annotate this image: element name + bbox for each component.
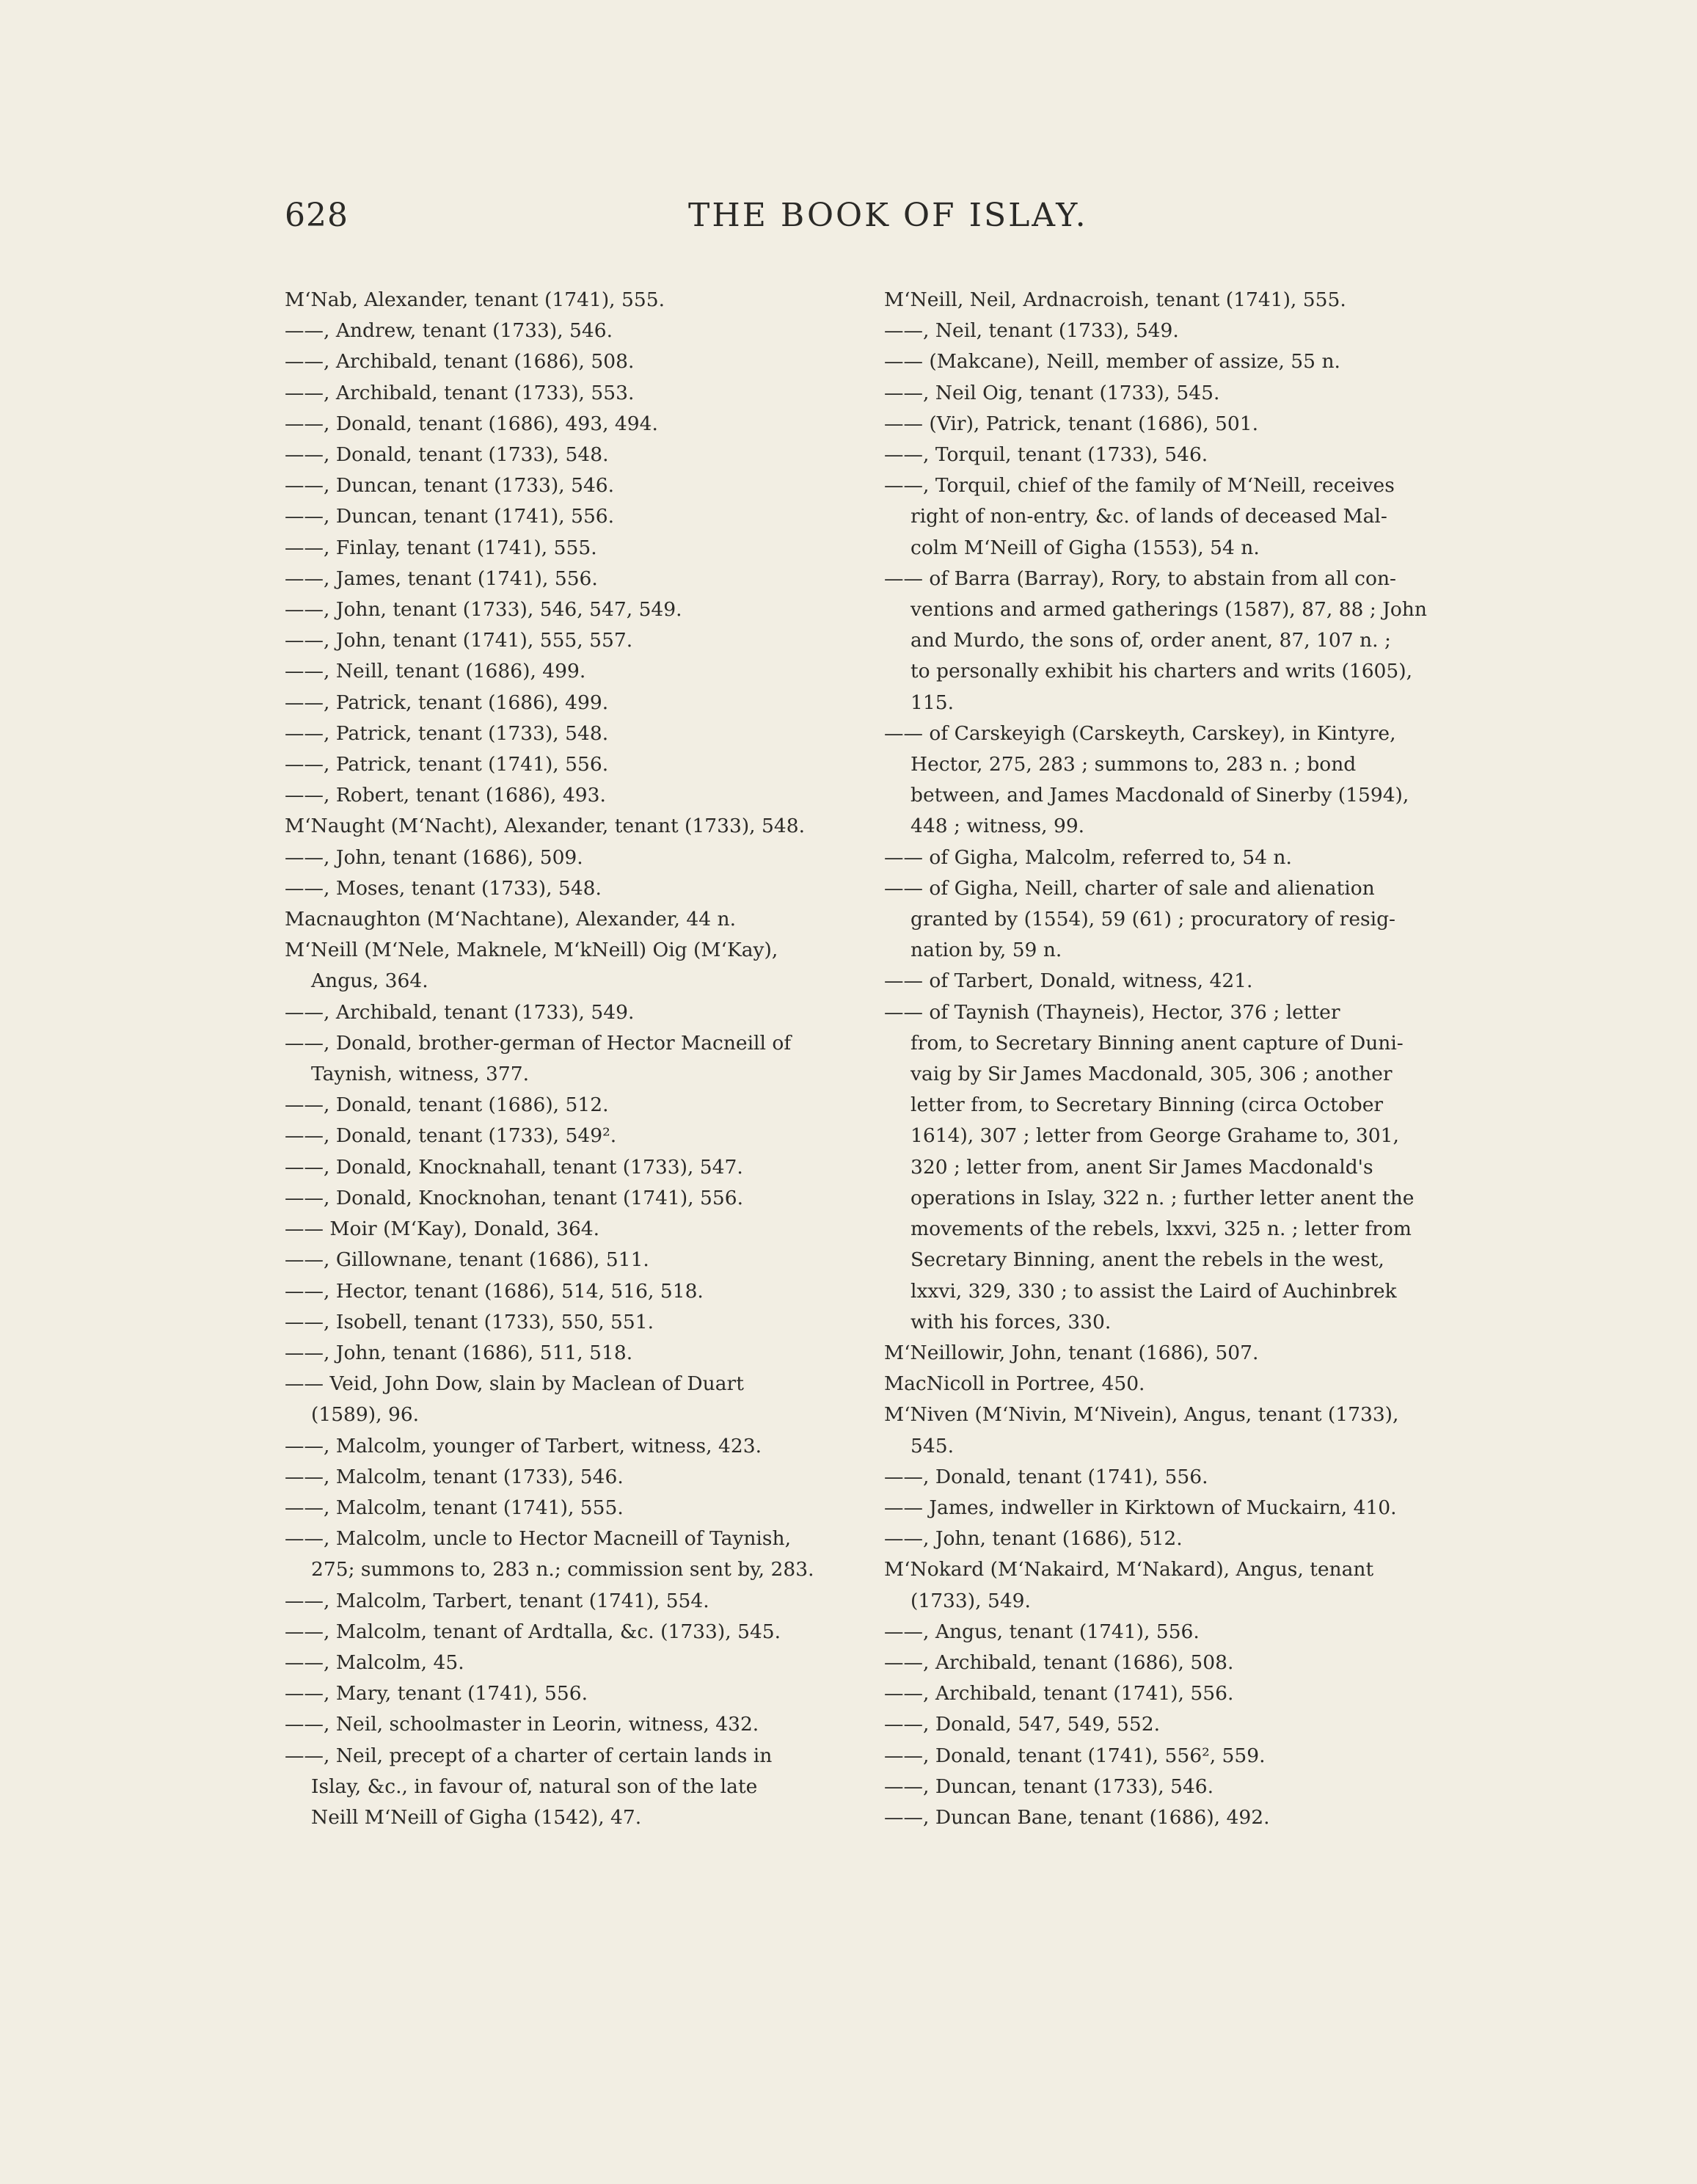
index-line: and Murdo, the sons of, order anent, 87, 107 n. ; <box>910 629 1391 652</box>
index-line: ——, Malcolm, uncle to Hector Macneill of Taynish, <box>285 1527 791 1551</box>
index-line: ——, Torquil, chief of the family of M‘Neill, receives <box>884 474 1395 498</box>
index-line: —— (Vir), Patrick, tenant (1686), 501. <box>884 412 1259 435</box>
page-number: 628 <box>285 197 348 234</box>
index-line: ——, Duncan, tenant (1733), 546. <box>884 1774 1214 1798</box>
index-line: ——, Donald, 547, 549, 552. <box>884 1713 1161 1736</box>
index-line: lxxvi, 329, 330 ; to assist the Laird of Auchinbrek <box>910 1279 1397 1303</box>
index-line: ——, Isobell, tenant (1733), 550, 551. <box>285 1310 654 1333</box>
index-line: colm M‘Neill of Gigha (1553), 54 n. <box>910 536 1260 559</box>
index-line: —— of Carskeyigh (Carskeyth, Carskey), in Kintyre, <box>884 721 1396 745</box>
index-line: ——, Patrick, tenant (1741), 556. <box>285 753 609 776</box>
index-line: ——, Archibald, tenant (1733), 553. <box>285 381 635 404</box>
index-line: M‘Nab, Alexander, tenant (1741), 555. <box>285 288 665 311</box>
index-line: ——, Donald, tenant (1741), 556², 559. <box>884 1744 1266 1767</box>
index-line: ——, Archibald, tenant (1686), 508. <box>884 1650 1234 1674</box>
index-line: —— (Makcane), Neill, member of assize, 55 n. <box>884 350 1340 374</box>
index-line: ——, Malcolm, 45. <box>285 1650 464 1674</box>
index-line: letter from, to Secretary Binning (circa October <box>910 1093 1384 1117</box>
index-line: —— Veid, John Dow, slain by Maclean of Duart <box>285 1372 744 1396</box>
index-line: ——, Mary, tenant (1741), 556. <box>285 1682 588 1706</box>
index-line: 320 ; letter from, anent Sir James Macdonald's <box>910 1155 1373 1179</box>
index-line: ——, Malcolm, tenant (1741), 555. <box>285 1496 624 1519</box>
index-line: —— of Gigha, Malcolm, referred to, 54 n. <box>884 845 1292 869</box>
index-line: M‘Niven (M‘Nivin, M‘Nivein), Angus, tenant (1733), <box>884 1403 1399 1427</box>
index-line: ventions and armed gatherings (1587), 87, 88 ; John <box>910 598 1427 622</box>
index-line: —— Moir (M‘Kay), Donald, 364. <box>285 1217 600 1241</box>
index-line: operations in Islay, 322 n. ; further letter anent the <box>910 1186 1415 1209</box>
index-line: M‘Naught (M‘Nacht), Alexander, tenant (1733), 548. <box>285 815 806 838</box>
index-line: right of non-entry, &c. of lands of deceased Mal- <box>910 505 1387 528</box>
index-line: ——, Gillownane, tenant (1686), 511. <box>285 1248 649 1272</box>
index-line: —— of Tarbert, Donald, witness, 421. <box>884 969 1253 993</box>
running-title: THE BOOK OF ISLAY. <box>688 197 1088 234</box>
index-line: ——, Donald, tenant (1686), 512. <box>285 1093 609 1117</box>
index-line: ——, Finlay, tenant (1741), 555. <box>285 536 597 559</box>
index-line: ——, Archibald, tenant (1733), 549. <box>285 1000 635 1024</box>
index-line: Secretary Binning, anent the rebels in the west, <box>910 1248 1384 1272</box>
index-line: ——, John, tenant (1686), 511, 518. <box>285 1341 633 1364</box>
index-line: to personally exhibit his charters and writs (1605), <box>910 660 1413 683</box>
index-line: ——, Malcolm, Tarbert, tenant (1741), 554. <box>285 1589 709 1612</box>
index-line: movements of the rebels, lxxvi, 325 n. ; letter from <box>910 1217 1412 1241</box>
index-line: ——, Donald, brother-german of Hector Macneill of <box>285 1031 792 1055</box>
index-line: from, to Secretary Binning anent capture of Duni- <box>910 1031 1404 1055</box>
index-line: 115. <box>910 691 955 714</box>
index-line: —— of Gigha, Neill, charter of sale and alienation <box>884 876 1375 900</box>
index-line: M‘Nokard (M‘Nakaird, M‘Nakard), Angus, tenant <box>884 1558 1374 1581</box>
index-line: with his forces, 330. <box>910 1310 1112 1333</box>
index-line: ——, Archibald, tenant (1686), 508. <box>285 350 635 374</box>
index-line: M‘Neillowir, John, tenant (1686), 507. <box>884 1341 1259 1364</box>
index-line: (1733), 549. <box>910 1589 1031 1612</box>
index-line: ——, Neil, schoolmaster in Leorin, witness, 432. <box>285 1713 759 1736</box>
index-line: ——, John, tenant (1741), 555, 557. <box>285 629 633 652</box>
index-line: ——, Donald, tenant (1733), 548. <box>285 443 609 467</box>
index-line: Macnaughton (M‘Nachtane), Alexander, 44 n. <box>285 908 736 931</box>
index-line: Neill M‘Neill of Gigha (1542), 47. <box>311 1805 642 1829</box>
index-line: Angus, 364. <box>311 969 428 993</box>
index-line: ——, Torquil, tenant (1733), 546. <box>884 443 1208 467</box>
index-column-right <box>884 285 1449 1833</box>
index-line: ——, John, tenant (1733), 546, 547, 549. <box>285 598 682 622</box>
index-line: ——, Neil, tenant (1733), 549. <box>884 319 1179 343</box>
index-line: ——, Duncan Bane, tenant (1686), 492. <box>884 1805 1270 1829</box>
index-line: ——, Duncan, tenant (1741), 556. <box>285 505 615 528</box>
index-line: ——, Moses, tenant (1733), 548. <box>285 876 602 900</box>
index-line: Islay, &c., in favour of, natural son of the late <box>311 1774 758 1798</box>
index-line: ——, Duncan, tenant (1733), 546. <box>285 474 615 498</box>
index-line: —— James, indweller in Kirktown of Muckairn, 410. <box>884 1496 1397 1519</box>
index-line: ——, Malcolm, tenant (1733), 546. <box>285 1465 624 1488</box>
index-line: ——, Neill, tenant (1686), 499. <box>285 660 586 683</box>
index-column-left <box>285 285 850 1833</box>
index-line: ——, John, tenant (1686), 509. <box>285 845 583 869</box>
index-line: —— of Taynish (Thayneis), Hector, 376 ; letter <box>884 1000 1340 1024</box>
index-line: Taynish, witness, 377. <box>311 1063 530 1086</box>
index-line: ——, Neil, precept of a charter of certain lands in <box>285 1744 773 1767</box>
index-line: MacNicoll in Portree, 450. <box>884 1372 1145 1396</box>
page-header <box>285 197 1444 241</box>
index-line: ——, Donald, tenant (1733), 549². <box>285 1124 617 1148</box>
index-line: M‘Neill (M‘Nele, Maknele, M‘kNeill) Oig (M‘Kay), <box>285 939 778 962</box>
index-line: 448 ; witness, 99. <box>910 815 1085 838</box>
index-line: ——, Neil Oig, tenant (1733), 545. <box>884 381 1220 404</box>
index-line: ——, Malcolm, younger of Tarbert, witness, 423. <box>285 1434 762 1457</box>
index-line: vaig by Sir James Macdonald, 305, 306 ; another <box>910 1063 1393 1086</box>
index-line: granted by (1554), 59 (61) ; procuratory of resig- <box>910 908 1396 931</box>
index-line: ——, Donald, Knocknahall, tenant (1733), 547. <box>285 1155 743 1179</box>
index-line: nation by, 59 n. <box>910 939 1062 962</box>
index-line: 545. <box>910 1434 955 1457</box>
index-line: ——, Robert, tenant (1686), 493. <box>285 784 606 807</box>
index-line: ——, Angus, tenant (1741), 556. <box>884 1620 1200 1643</box>
index-line: ——, James, tenant (1741), 556. <box>285 567 598 590</box>
index-line: ——, Malcolm, tenant of Ardtalla, &c. (1733), 545. <box>285 1620 781 1643</box>
index-line: ——, Donald, Knocknohan, tenant (1741), 556. <box>285 1186 744 1209</box>
index-line: ——, Hector, tenant (1686), 514, 516, 518. <box>285 1279 704 1303</box>
index-line: (1589), 96. <box>311 1403 420 1427</box>
index-line: between, and James Macdonald of Sinerby (1594), <box>910 784 1409 807</box>
index-line: 1614), 307 ; letter from George Grahame to, 301, <box>910 1124 1399 1148</box>
index-line: M‘Neill, Neil, Ardnacroish, tenant (1741), 555. <box>884 288 1346 311</box>
index-line: 275; summons to, 283 n.; commission sent by, 283. <box>311 1558 814 1581</box>
index-line: ——, Archibald, tenant (1741), 556. <box>884 1682 1234 1706</box>
index-line: Hector, 275, 283 ; summons to, 283 n. ; bond <box>910 753 1357 776</box>
index-line: ——, Patrick, tenant (1686), 499. <box>285 691 609 714</box>
index-line: ——, Andrew, tenant (1733), 546. <box>285 319 613 343</box>
index-line: ——, Donald, tenant (1686), 493, 494. <box>285 412 658 435</box>
index-line: ——, Patrick, tenant (1733), 548. <box>285 721 609 745</box>
index-line: ——, Donald, tenant (1741), 556. <box>884 1465 1208 1488</box>
index-line: ——, John, tenant (1686), 512. <box>884 1527 1183 1551</box>
index-line: —— of Barra (Barray), Rory, to abstain from all con- <box>884 567 1396 590</box>
